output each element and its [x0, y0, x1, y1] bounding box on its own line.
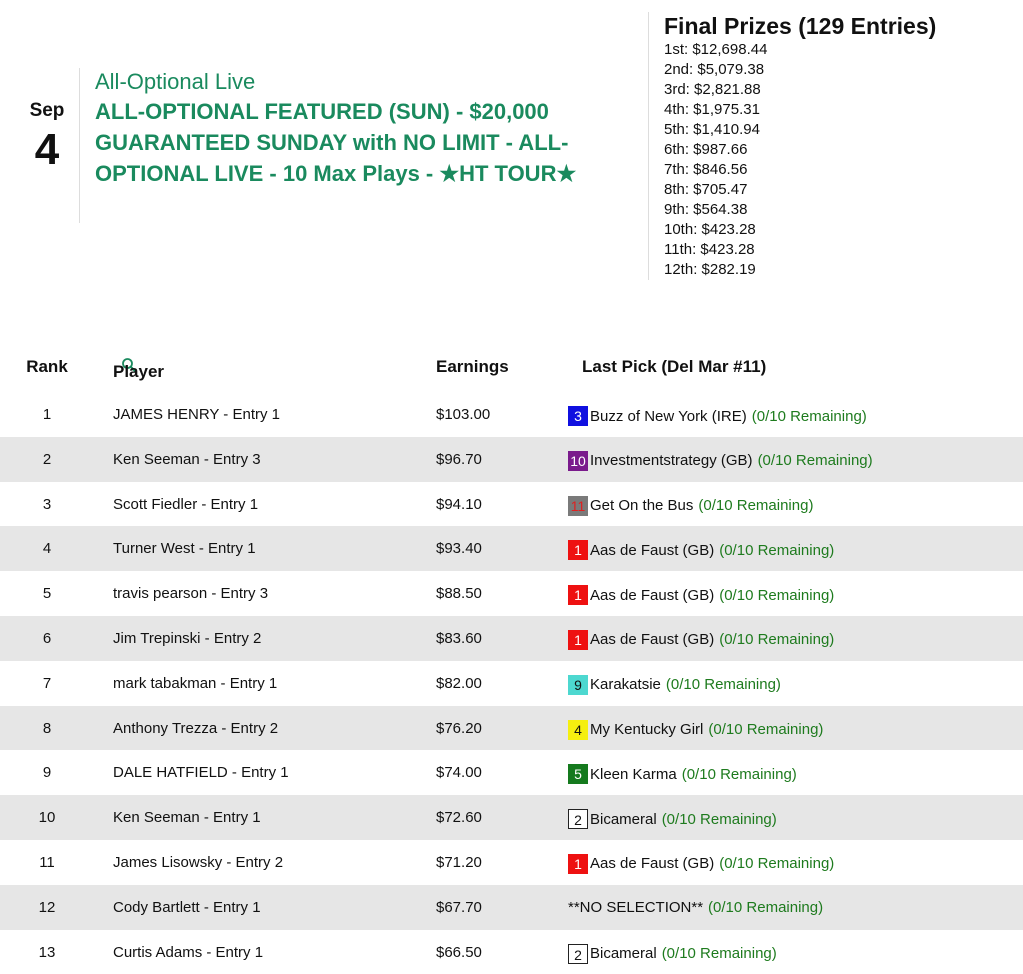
last-pick-cell [568, 944, 777, 964]
earnings-cell: $83.60 [436, 629, 482, 647]
player-cell[interactable]: Anthony Trezza - Entry 2 [113, 719, 279, 737]
player-cell[interactable]: Curtis Adams - Entry 1 [113, 943, 264, 961]
remaining-count: (0/10 Remaining) [719, 541, 835, 559]
table-row[interactable] [0, 795, 1023, 840]
event-subtitle: All-Optional Live [95, 69, 256, 94]
rank-cell: 5 [42, 585, 52, 603]
prize-item: 8th: $705.47 [664, 181, 748, 198]
remaining-count: (0/10 Remaining) [708, 898, 824, 916]
final-prizes [664, 12, 1004, 280]
horse-name: Bicameral [590, 810, 657, 828]
horse-name: Bicameral [590, 945, 657, 963]
earnings-cell: $71.20 [436, 853, 482, 871]
player-cell[interactable]: DALE HATFIELD - Entry 1 [113, 764, 289, 782]
remaining-count: (0/10 Remaining) [665, 676, 781, 694]
last-pick-cell [568, 451, 873, 471]
post-position-badge: 5 [568, 764, 588, 784]
player-cell[interactable]: Ken Seeman - Entry 3 [113, 450, 261, 468]
prize-item: 12th: $282.19 [664, 261, 756, 278]
prize-list [664, 40, 1004, 280]
remaining-count: (0/10 Remaining) [698, 497, 814, 515]
event-title: ALL-OPTIONAL FEATURED (SUN) - $20,000 GUARANTEED SUNDAY with NO LIMIT - ALL-OPTIONAL LIVE - 10 Max Plays - ★HT TOUR★ [95, 99, 577, 186]
prize-item: 5th: $1,410.94 [664, 121, 760, 138]
player-cell[interactable]: Ken Seeman - Entry 1 [113, 809, 261, 827]
horse-name: Karakatsie [590, 676, 661, 694]
post-position-badge: 2 [568, 809, 588, 829]
last-pick-cell [568, 720, 823, 740]
earnings-cell: $93.40 [436, 540, 482, 558]
rank-cell: 1 [42, 406, 52, 423]
post-position-badge: 2 [568, 944, 588, 964]
horse-name: Aas de Faust (GB) [590, 541, 715, 559]
event-day: 4 [34, 125, 60, 174]
rank-cell: 2 [42, 450, 52, 468]
prize-item: 1st: $12,698.44 [664, 41, 768, 58]
remaining-count: (0/10 Remaining) [681, 765, 797, 783]
table-row[interactable] [0, 526, 1023, 571]
rank-cell: 7 [42, 674, 52, 692]
horse-name: Kleen Karma [590, 765, 677, 783]
earnings-cell: $67.70 [436, 898, 482, 916]
table-row[interactable] [0, 661, 1023, 706]
event-date [22, 100, 72, 172]
rank-cell: 6 [42, 629, 52, 647]
prize-item: 7th: $846.56 [664, 161, 748, 178]
player-header-label: Player [113, 362, 165, 381]
horse-name: Aas de Faust (GB) [590, 586, 715, 604]
remaining-count: (0/10 Remaining) [719, 586, 835, 604]
earnings-cell: $96.70 [436, 450, 482, 468]
table-row[interactable] [0, 437, 1023, 482]
post-position-badge: 10 [568, 451, 588, 471]
prize-item: 10th: $423.28 [664, 221, 756, 238]
prize-item: 4th: $1,975.31 [664, 101, 760, 118]
divider [648, 12, 649, 280]
remaining-count: (0/10 Remaining) [661, 810, 777, 828]
post-position-badge: 1 [568, 585, 588, 605]
last-pick-cell [568, 496, 813, 516]
earnings-cell: $72.60 [436, 809, 482, 827]
remaining-count: (0/10 Remaining) [719, 631, 835, 649]
remaining-count: (0/10 Remaining) [757, 452, 873, 470]
rank-cell: 3 [42, 495, 52, 513]
table-row[interactable] [0, 706, 1023, 751]
last-pick-cell [568, 585, 834, 605]
last-pick-cell [568, 406, 867, 426]
leaderboard-table [0, 392, 1023, 974]
horse-name: **NO SELECTION** [568, 898, 704, 916]
prize-item: 3rd: $2,821.88 [664, 81, 761, 98]
table-row[interactable] [0, 392, 1023, 437]
player-cell[interactable]: travis pearson - Entry 3 [113, 585, 269, 603]
table-row[interactable] [0, 930, 1023, 974]
remaining-count: (0/10 Remaining) [708, 721, 824, 739]
player-cell[interactable]: mark tabakman - Entry 1 [113, 674, 278, 692]
earnings-cell: $66.50 [436, 943, 482, 961]
table-row[interactable] [0, 571, 1023, 616]
table-row[interactable] [0, 885, 1023, 930]
remaining-count: (0/10 Remaining) [751, 407, 867, 425]
event-month: Sep [29, 100, 65, 121]
earnings-header: Earnings [436, 357, 509, 376]
remaining-count: (0/10 Remaining) [719, 855, 835, 873]
remaining-count: (0/10 Remaining) [661, 945, 777, 963]
earnings-cell: $82.00 [436, 674, 482, 692]
last-pick-cell [568, 540, 834, 560]
rank-cell: 13 [38, 943, 56, 961]
earnings-cell: $88.50 [436, 585, 482, 603]
earnings-cell: $103.00 [436, 406, 491, 423]
horse-name: My Kentucky Girl [590, 721, 704, 739]
table-row[interactable] [0, 840, 1023, 885]
horse-name: Buzz of New York (IRE) [590, 407, 747, 425]
post-position-badge: 1 [568, 630, 588, 650]
last-pick-cell [568, 675, 781, 695]
table-row[interactable] [0, 616, 1023, 661]
player-cell[interactable]: Turner West - Entry 1 [113, 540, 256, 558]
horse-name: Aas de Faust (GB) [590, 631, 715, 649]
prize-item: 2nd: $5,079.38 [664, 61, 765, 78]
table-row[interactable] [0, 750, 1023, 795]
prize-item: 6th: $987.66 [664, 141, 748, 158]
post-position-badge: 9 [568, 675, 588, 695]
divider [79, 68, 80, 223]
rank-cell: 10 [38, 809, 56, 827]
post-position-badge: 1 [568, 854, 588, 874]
contest-header [0, 0, 1023, 300]
horse-name: Get On the Bus [590, 497, 694, 515]
rank-cell: 4 [42, 540, 52, 558]
post-position-badge: 11 [568, 496, 588, 516]
post-position-badge: 3 [568, 406, 588, 426]
earnings-cell: $94.10 [436, 495, 482, 513]
prize-item: 9th: $564.38 [664, 201, 748, 218]
last-pick-cell [568, 630, 834, 650]
horse-name: Aas de Faust (GB) [590, 855, 715, 873]
post-position-badge: 1 [568, 540, 588, 560]
post-position-badge: 4 [568, 720, 588, 740]
last-pick-cell [568, 809, 777, 829]
last-pick-cell [568, 854, 834, 874]
player-cell[interactable]: Scott Fiedler - Entry 1 [113, 495, 259, 513]
rank-cell: 12 [38, 898, 56, 916]
rank-cell: 11 [39, 853, 55, 871]
rank-header: Rank [26, 357, 68, 376]
prize-item: 11th: $423.28 [664, 241, 755, 258]
last-pick-cell [568, 764, 797, 784]
leaderboard-header [0, 352, 1023, 382]
horse-name: Investmentstrategy (GB) [590, 452, 753, 470]
earnings-cell: $74.00 [436, 764, 482, 782]
prizes-heading: Final Prizes (129 Entries) [664, 13, 937, 39]
player-header[interactable] [113, 357, 165, 381]
last-pick-cell [568, 899, 823, 916]
rank-cell: 9 [42, 764, 52, 782]
rank-cell: 8 [42, 719, 52, 737]
player-cell[interactable]: Jim Trepinski - Entry 2 [113, 629, 262, 647]
last-pick-header: Last Pick (Del Mar #11) [582, 357, 767, 376]
player-cell[interactable]: JAMES HENRY - Entry 1 [113, 406, 280, 423]
player-cell[interactable]: Cody Bartlett - Entry 1 [113, 898, 261, 916]
table-row[interactable] [0, 482, 1023, 527]
player-cell[interactable]: James Lisowsky - Entry 2 [113, 853, 284, 871]
earnings-cell: $76.20 [436, 719, 482, 737]
event-info [95, 68, 640, 189]
